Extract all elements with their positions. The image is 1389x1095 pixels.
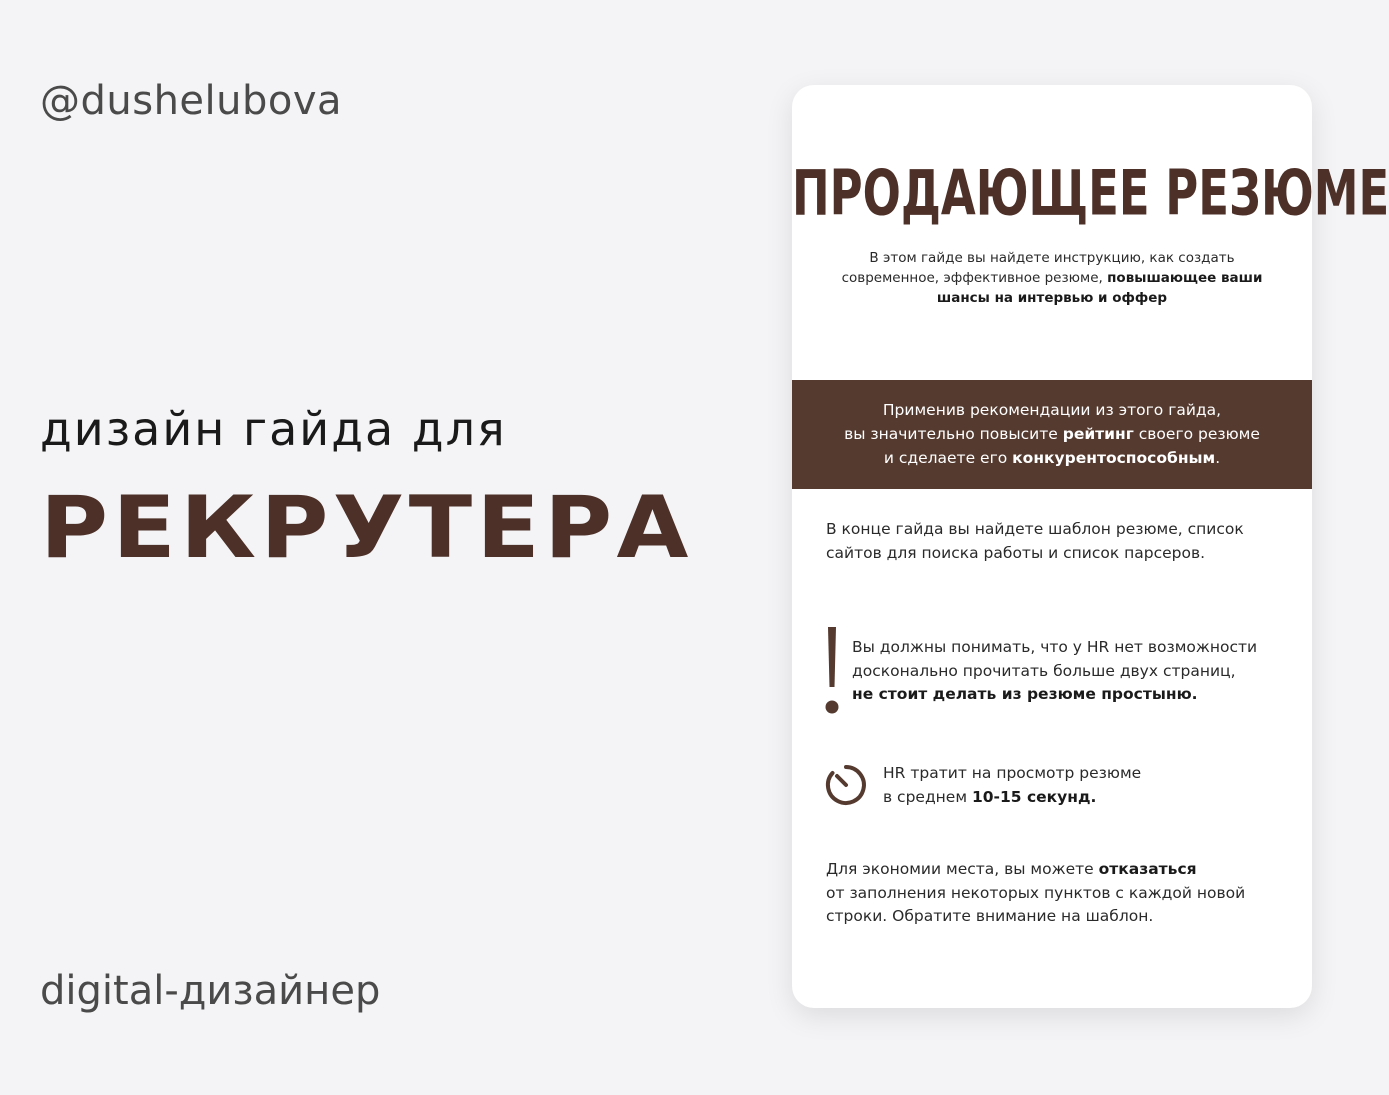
guide-card <box>792 85 1389 1008</box>
band-line-1: Применив рекомендации из этого гайда, <box>882 401 1222 419</box>
exclamation-icon <box>822 625 842 717</box>
space-saving-note <box>826 858 1286 929</box>
p4-line-1-pre: Для экономии места, вы можете <box>826 860 1099 878</box>
p4-line-1-bold: отказаться <box>1098 860 1197 878</box>
p4-line-2: от заполнения некоторых пунктов с каждой новой <box>826 883 1246 902</box>
p1-line-1: В конце гайда вы найдете шаблон резюме, список <box>826 520 1244 538</box>
timer-icon <box>824 763 868 807</box>
card-title: ПРОДАЮЩЕЕ РЕЗЮМЕ <box>792 157 1389 230</box>
warning-block <box>822 625 1292 720</box>
timer-line-1: HR тратит на просмотр резюме <box>883 764 1142 782</box>
author-role: digital-дизайнер <box>40 968 381 1014</box>
band-line-3-pre: и сделаете его <box>883 449 1013 467</box>
warn-line-1: Вы должны понимать, что у HR нет возможности <box>852 638 1258 656</box>
warn-line-2: досконально прочитать больше двух страниц, <box>852 661 1236 680</box>
band-line-2-bold: рейтинг <box>1062 425 1134 443</box>
intro-line-3-bold: шансы на интервью и оффер <box>936 290 1168 306</box>
intro-line-1: В этом гайде вы найдете инструкцию, как создать <box>869 250 1235 266</box>
band-line-2-pre: вы значительно повысите <box>844 425 1063 443</box>
timer-line-2-pre: в среднем <box>883 787 972 806</box>
p4-line-3: строки. Обратите внимание на шаблон. <box>826 907 1154 925</box>
template-note <box>826 518 1286 565</box>
band-line-3-bold: конкурентоспособным <box>1012 449 1216 467</box>
band-line-2-post: своего резюме <box>1133 425 1260 443</box>
band-line-3-post: . <box>1215 449 1221 467</box>
author-handle: @dushelubova <box>40 78 343 124</box>
highlight-band <box>792 380 1312 489</box>
subtitle: дизайн гайда для <box>40 402 507 456</box>
headline: РЕКРУТЕРА <box>40 478 693 578</box>
timer-line-2-bold: 10-15 секунд. <box>971 787 1097 806</box>
warn-line-3-bold: не стоит делать из резюме простыню. <box>852 685 1198 703</box>
timer-block <box>824 760 1294 820</box>
warning-text <box>852 636 1292 707</box>
card-intro <box>826 248 1278 308</box>
timer-text <box>883 762 1283 809</box>
p1-line-2: сайтов для поиска работы и список парсеров. <box>826 543 1206 562</box>
intro-line-2: современное, эффективное резюме, <box>841 270 1108 286</box>
intro-line-2-bold: повышающее ваши <box>1107 270 1263 286</box>
